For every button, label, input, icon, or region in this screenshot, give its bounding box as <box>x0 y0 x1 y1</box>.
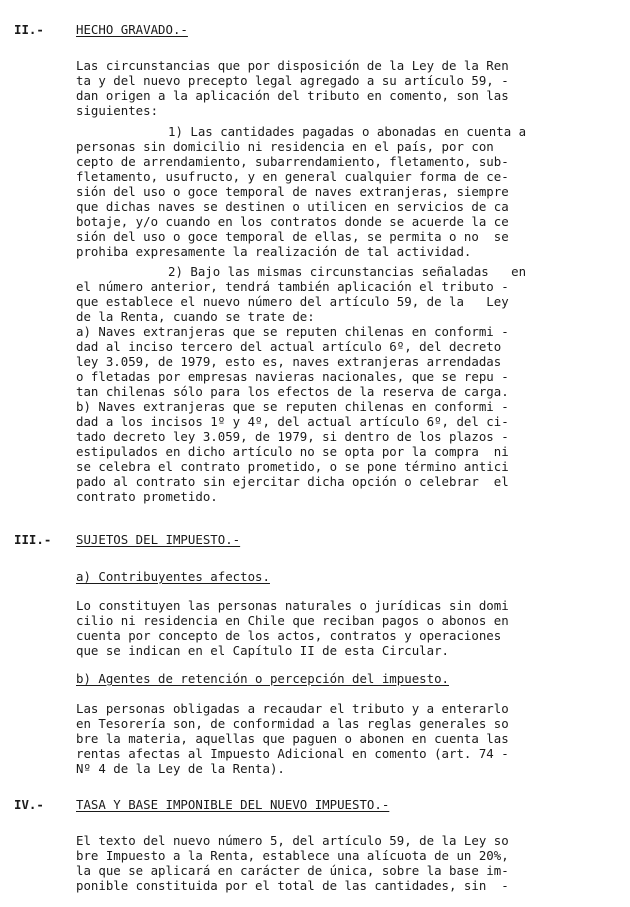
text-line: Lo constituyen las personas naturales o jurídicas sin domi <box>76 598 509 613</box>
text-line: Las personas obligadas a recaudar el tributo y a enterarlo <box>76 701 509 716</box>
text-line: que se indican en el Capítulo II de esta Circular. <box>76 643 449 658</box>
text-line: personas sin domicilio ni residencia en el país, por con <box>76 139 494 154</box>
text-line: Nº 4 de la Ley de la Renta). <box>76 761 285 776</box>
text-line: estipulados en dicho artículo no se opta por la compra ni <box>76 444 509 459</box>
subsection-heading: b) Agentes de retención o percepción del impuesto. <box>76 671 449 686</box>
section-heading: HECHO GRAVADO.- <box>76 22 188 37</box>
text-line: dad al inciso tercero del actual artículo 6º, del decreto <box>76 339 502 354</box>
text-line: 1) Las cantidades pagadas o abonadas en cuenta a <box>168 124 527 139</box>
section-number: III.- <box>14 532 52 547</box>
text-line: bre la materia, aquellas que paguen o abonen en cuenta las <box>76 731 509 746</box>
text-line: prohiba expresamente la realización de tal actividad. <box>76 244 472 259</box>
text-line: el número anterior, tendrá también aplicación el tributo - <box>76 279 509 294</box>
text-line: cilio ni residencia en Chile que reciban pagos o abonos en <box>76 613 509 628</box>
text-line: a) Naves extranjeras que se reputen chilenas en conformi - <box>76 324 509 339</box>
text-line: bre Impuesto a la Renta, establece una alícuota de un 20%, <box>76 848 509 863</box>
text-line: ta y del nuevo precepto legal agregado a su artículo 59, - <box>76 73 509 88</box>
text-line: 2) Bajo las mismas circunstancias señaladas en <box>168 264 527 279</box>
section-number: IV.- <box>14 797 44 812</box>
text-line: tado decreto ley 3.059, de 1979, si dentro de los plazos - <box>76 429 509 444</box>
text-line: Las circunstancias que por disposición de la Ley de la Ren <box>76 58 509 73</box>
text-line: tan chilenas sólo para los efectos de la reserva de carga. <box>76 384 509 399</box>
text-line: sión del uso o goce temporal de naves extranjeras, siempre <box>76 184 509 199</box>
text-line: en Tesorería son, de conformidad a las reglas generales so <box>76 716 509 731</box>
text-line: ley 3.059, de 1979, esto es, naves extranjeras arrendadas <box>76 354 502 369</box>
text-line: sión del uso o goce temporal de ellas, se permita o no se <box>76 229 509 244</box>
text-line: o fletadas por empresas navieras nacionales, que se repu - <box>76 369 509 384</box>
text-line: fletamento, usufructo, y en general cualquier forma de ce- <box>76 169 509 184</box>
text-line: dad a los incisos 1º y 4º, del actual artículo 6º, del ci- <box>76 414 509 429</box>
text-line: la que se aplicará en carácter de única, sobre la base im- <box>76 863 509 878</box>
section-number: II.- <box>14 22 44 37</box>
text-line: botaje, y/o cuando en los contratos donde se acuerde la ce <box>76 214 509 229</box>
section-heading: TASA Y BASE IMPONIBLE DEL NUEVO IMPUESTO.- <box>76 797 390 812</box>
text-line: El texto del nuevo número 5, del artículo 59, de la Ley so <box>76 833 509 848</box>
subsection-heading: a) Contribuyentes afectos. <box>76 569 270 584</box>
text-line: ponible constituida por el total de las cantidades, sin - <box>76 878 509 893</box>
text-line: dan origen a la aplicación del tributo en comento, son las <box>76 88 509 103</box>
section-heading: SUJETOS DEL IMPUESTO.- <box>76 532 241 547</box>
text-line: se celebra el contrato prometido, o se pone término antici <box>76 459 509 474</box>
text-line: contrato prometido. <box>76 489 218 504</box>
text-line: pado al contrato sin ejercitar dicha opción o celebrar el <box>76 474 509 489</box>
text-line: que dichas naves se destinen o utilicen en servicios de ca <box>76 199 509 214</box>
text-line: rentas afectas al Impuesto Adicional en comento (art. 74 - <box>76 746 509 761</box>
text-line: de la Renta, cuando se trate de: <box>76 309 315 324</box>
text-line: siguientes: <box>76 103 159 118</box>
text-line: cuenta por concepto de los actos, contratos y operaciones <box>76 628 502 643</box>
text-line: b) Naves extranjeras que se reputen chilenas en conformi - <box>76 399 509 414</box>
text-line: cepto de arrendamiento, subarrendamiento, fletamento, sub- <box>76 154 509 169</box>
text-line: que establece el nuevo número del artículo 59, de la Ley <box>76 294 509 309</box>
